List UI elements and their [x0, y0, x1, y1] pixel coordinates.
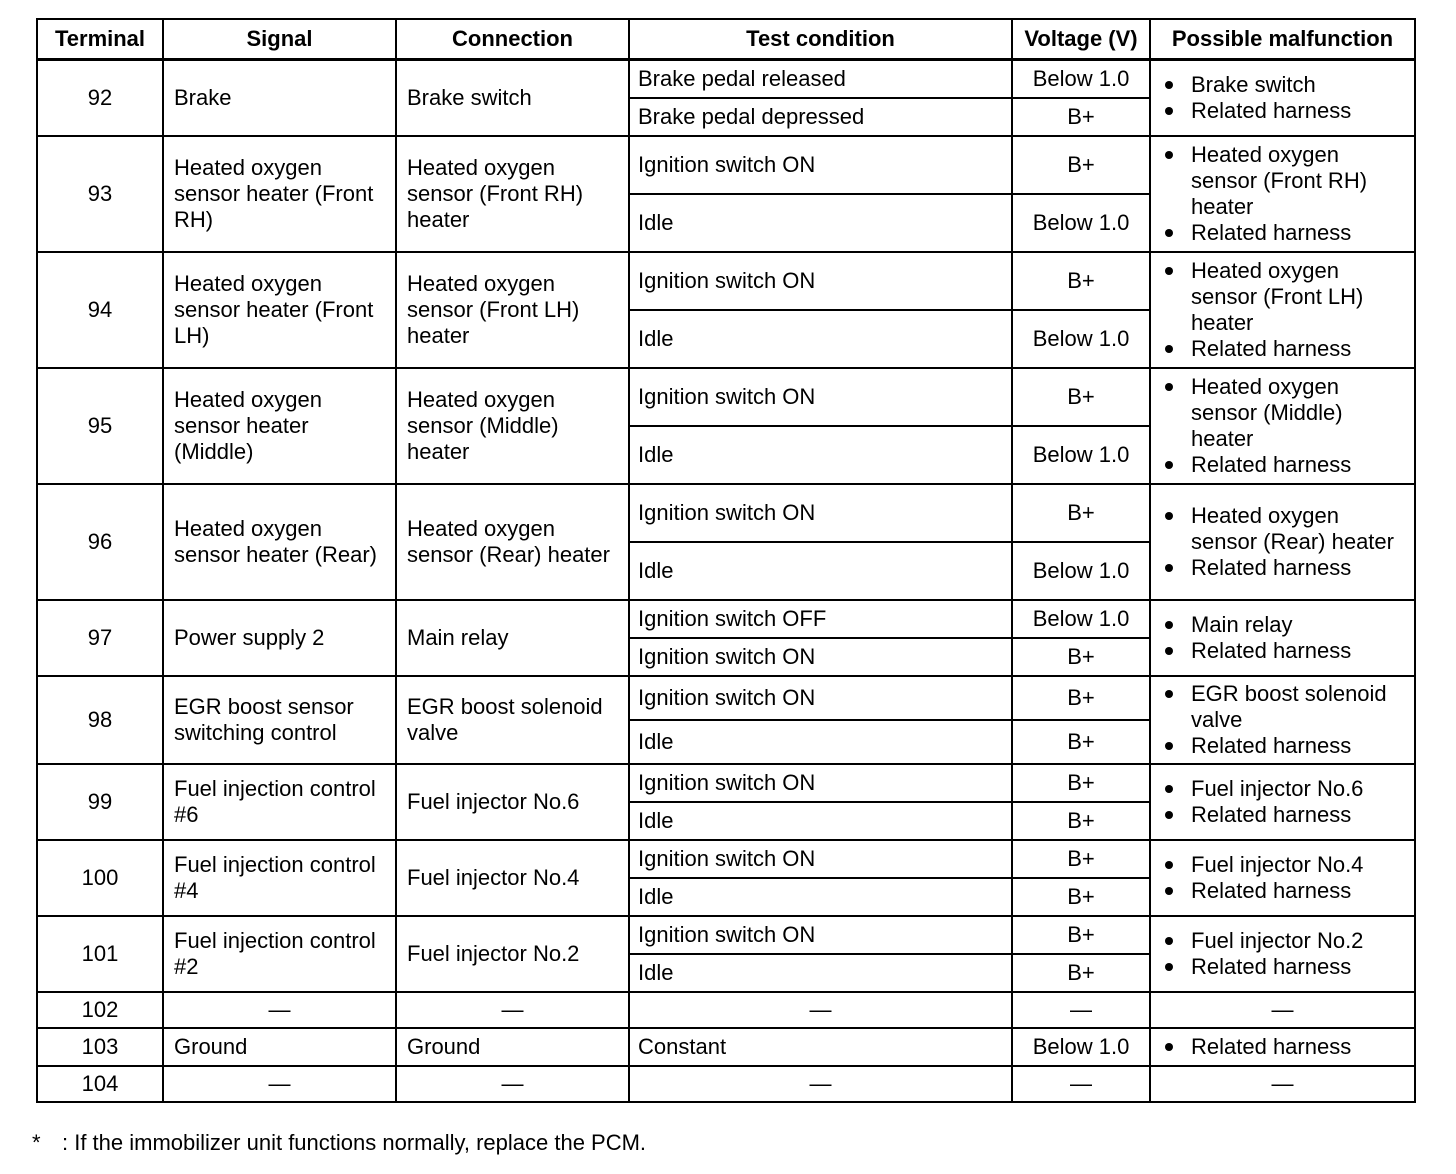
voltage-cell: Below 1.0: [1012, 60, 1150, 99]
test-condition-cell: Ignition switch ON: [629, 368, 1012, 426]
terminal-cell: 99: [37, 764, 163, 840]
malfunction-list: [1161, 72, 1404, 124]
test-condition-cell: Ignition switch ON: [629, 916, 1012, 954]
malfunction-list: [1161, 776, 1404, 828]
signal-cell: EGR boost sensor switching control: [163, 676, 396, 764]
test-condition-cell: Ignition switch ON: [629, 840, 1012, 878]
test-condition-cell: Idle: [629, 310, 1012, 368]
test-condition-cell: Idle: [629, 542, 1012, 600]
table-row: [37, 840, 1415, 878]
malfunction-item: Heated oxygen sensor (Front LH) heater: [1161, 258, 1404, 336]
voltage-cell: Below 1.0: [1012, 1028, 1150, 1066]
footnote: [32, 1129, 646, 1157]
footnote-text: : If the immobilizer unit functions normally, replace the PCM.: [62, 1130, 647, 1155]
test-condition-cell: —: [629, 992, 1012, 1028]
connection-cell: Heated oxygen sensor (Front LH) heater: [396, 252, 629, 368]
signal-cell: Fuel injection control #4: [163, 840, 396, 916]
connection-cell: Fuel injector No.4: [396, 840, 629, 916]
malfunction-item: Related harness: [1161, 1034, 1404, 1060]
malfunction-list: [1161, 503, 1404, 581]
malfunction-cell: [1150, 764, 1415, 840]
terminal-cell: 102: [37, 992, 163, 1028]
table-row: [37, 764, 1415, 802]
table-row: [37, 916, 1415, 954]
malfunction-item: Related harness: [1161, 638, 1404, 664]
voltage-cell: B+: [1012, 764, 1150, 802]
header-malfunction: Possible malfunction: [1150, 19, 1415, 60]
terminal-cell: 92: [37, 60, 163, 137]
connection-cell: Fuel injector No.6: [396, 764, 629, 840]
table-row: [37, 60, 1415, 99]
terminal-cell: 98: [37, 676, 163, 764]
signal-cell: Heated oxygen sensor heater (Front RH): [163, 136, 396, 252]
terminal-cell: 93: [37, 136, 163, 252]
voltage-cell: B+: [1012, 252, 1150, 310]
header-row: [37, 19, 1415, 60]
malfunction-list: [1161, 374, 1404, 478]
header-signal: Signal: [163, 19, 396, 60]
header-voltage: Voltage (V): [1012, 19, 1150, 60]
malfunction-item: Related harness: [1161, 555, 1404, 581]
table-row: [37, 676, 1415, 720]
malfunction-item: Main relay: [1161, 612, 1404, 638]
connection-cell: Fuel injector No.2: [396, 916, 629, 992]
malfunction-list: [1161, 852, 1404, 904]
malfunction-item: Related harness: [1161, 802, 1404, 828]
table-row: [37, 600, 1415, 638]
malfunction-list: [1161, 612, 1404, 664]
malfunction-item: Fuel injector No.4: [1161, 852, 1404, 878]
signal-cell: Heated oxygen sensor heater (Rear): [163, 484, 396, 600]
malfunction-cell: [1150, 916, 1415, 992]
voltage-cell: B+: [1012, 484, 1150, 542]
connection-cell: Main relay: [396, 600, 629, 676]
malfunction-cell: [1150, 676, 1415, 764]
connection-cell: Heated oxygen sensor (Rear) heater: [396, 484, 629, 600]
test-condition-cell: Brake pedal depressed: [629, 98, 1012, 136]
voltage-cell: Below 1.0: [1012, 600, 1150, 638]
malfunction-item: Related harness: [1161, 878, 1404, 904]
malfunction-cell: —: [1150, 992, 1415, 1028]
malfunction-item: Related harness: [1161, 336, 1404, 362]
table-row: [37, 368, 1415, 426]
malfunction-cell: [1150, 60, 1415, 137]
malfunction-list: [1161, 142, 1404, 246]
test-condition-cell: Ignition switch ON: [629, 676, 1012, 720]
test-condition-cell: Idle: [629, 802, 1012, 840]
terminal-voltage-table: [36, 18, 1416, 1103]
header-test-condition: Test condition: [629, 19, 1012, 60]
test-condition-cell: Ignition switch ON: [629, 764, 1012, 802]
voltage-cell: B+: [1012, 802, 1150, 840]
malfunction-cell: [1150, 840, 1415, 916]
header-terminal: Terminal: [37, 19, 163, 60]
table-row: [37, 992, 1415, 1028]
test-condition-cell: Ignition switch ON: [629, 484, 1012, 542]
test-condition-cell: Idle: [629, 878, 1012, 916]
signal-cell: Heated oxygen sensor heater (Middle): [163, 368, 396, 484]
terminal-cell: 96: [37, 484, 163, 600]
malfunction-cell: [1150, 252, 1415, 368]
terminal-cell: 97: [37, 600, 163, 676]
voltage-cell: —: [1012, 992, 1150, 1028]
voltage-cell: B+: [1012, 368, 1150, 426]
voltage-cell: B+: [1012, 840, 1150, 878]
signal-cell: —: [163, 992, 396, 1028]
malfunction-cell: [1150, 1028, 1415, 1066]
terminal-cell: 95: [37, 368, 163, 484]
connection-cell: EGR boost solenoid valve: [396, 676, 629, 764]
table-row: [37, 136, 1415, 194]
signal-cell: Ground: [163, 1028, 396, 1066]
connection-cell: —: [396, 992, 629, 1028]
malfunction-cell: [1150, 368, 1415, 484]
test-condition-cell: Idle: [629, 954, 1012, 992]
voltage-cell: B+: [1012, 676, 1150, 720]
connection-cell: —: [396, 1066, 629, 1102]
voltage-cell: B+: [1012, 136, 1150, 194]
connection-cell: Brake switch: [396, 60, 629, 137]
malfunction-cell: [1150, 600, 1415, 676]
footnote-mark: *: [32, 1130, 41, 1155]
malfunction-list: [1161, 258, 1404, 362]
terminal-cell: 101: [37, 916, 163, 992]
test-condition-cell: Ignition switch ON: [629, 252, 1012, 310]
malfunction-item: Fuel injector No.6: [1161, 776, 1404, 802]
voltage-cell: Below 1.0: [1012, 542, 1150, 600]
terminal-cell: 103: [37, 1028, 163, 1066]
signal-cell: Power supply 2: [163, 600, 396, 676]
table-row: [37, 252, 1415, 310]
test-condition-cell: Idle: [629, 426, 1012, 484]
malfunction-list: [1161, 681, 1404, 759]
test-condition-cell: Brake pedal released: [629, 60, 1012, 99]
voltage-cell: B+: [1012, 954, 1150, 992]
malfunction-item: Related harness: [1161, 98, 1404, 124]
table-row: [37, 1066, 1415, 1102]
connection-cell: Heated oxygen sensor (Front RH) heater: [396, 136, 629, 252]
malfunction-item: Heated oxygen sensor (Middle) heater: [1161, 374, 1404, 452]
voltage-cell: —: [1012, 1066, 1150, 1102]
test-condition-cell: Constant: [629, 1028, 1012, 1066]
signal-cell: —: [163, 1066, 396, 1102]
voltage-cell: B+: [1012, 98, 1150, 136]
voltage-cell: Below 1.0: [1012, 310, 1150, 368]
voltage-cell: B+: [1012, 720, 1150, 764]
malfunction-list: [1161, 928, 1404, 980]
malfunction-item: Related harness: [1161, 220, 1404, 246]
header-connection: Connection: [396, 19, 629, 60]
malfunction-cell: [1150, 484, 1415, 600]
connection-cell: Heated oxygen sensor (Middle) heater: [396, 368, 629, 484]
test-condition-cell: Ignition switch ON: [629, 136, 1012, 194]
test-condition-cell: Idle: [629, 194, 1012, 252]
malfunction-item: Fuel injector No.2: [1161, 928, 1404, 954]
malfunction-cell: [1150, 136, 1415, 252]
malfunction-list: [1161, 1034, 1404, 1060]
signal-cell: Fuel injection control #2: [163, 916, 396, 992]
signal-cell: Heated oxygen sensor heater (Front LH): [163, 252, 396, 368]
malfunction-item: Related harness: [1161, 954, 1404, 980]
test-condition-cell: Idle: [629, 720, 1012, 764]
terminal-cell: 100: [37, 840, 163, 916]
malfunction-item: Heated oxygen sensor (Rear) heater: [1161, 503, 1404, 555]
malfunction-item: Heated oxygen sensor (Front RH) heater: [1161, 142, 1404, 220]
table-row: [37, 1028, 1415, 1066]
test-condition-cell: —: [629, 1066, 1012, 1102]
voltage-cell: B+: [1012, 916, 1150, 954]
terminal-cell: 94: [37, 252, 163, 368]
voltage-cell: B+: [1012, 878, 1150, 916]
test-condition-cell: Ignition switch OFF: [629, 600, 1012, 638]
test-condition-cell: Ignition switch ON: [629, 638, 1012, 676]
voltage-cell: Below 1.0: [1012, 426, 1150, 484]
malfunction-item: EGR boost solenoid valve: [1161, 681, 1404, 733]
malfunction-item: Related harness: [1161, 452, 1404, 478]
connection-cell: Ground: [396, 1028, 629, 1066]
table-row: [37, 484, 1415, 542]
signal-cell: Fuel injection control #6: [163, 764, 396, 840]
malfunction-cell: —: [1150, 1066, 1415, 1102]
voltage-cell: Below 1.0: [1012, 194, 1150, 252]
signal-cell: Brake: [163, 60, 396, 137]
malfunction-item: Brake switch: [1161, 72, 1404, 98]
terminal-cell: 104: [37, 1066, 163, 1102]
voltage-cell: B+: [1012, 638, 1150, 676]
malfunction-item: Related harness: [1161, 733, 1404, 759]
